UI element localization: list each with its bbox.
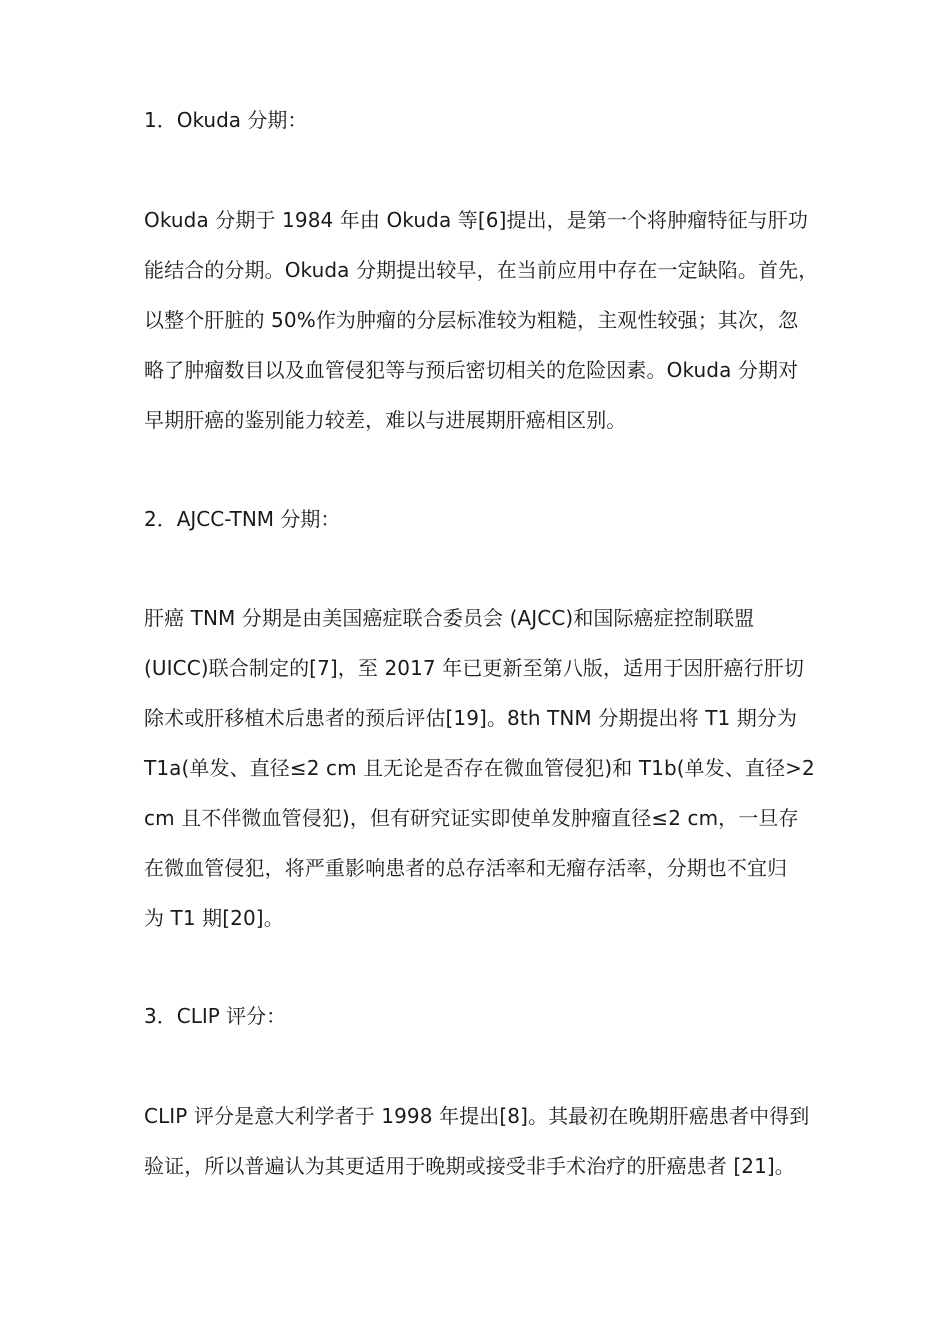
- section-heading-clip: 3．CLIP 评分：: [144, 1004, 287, 1028]
- paragraph-line: cm 且不伴微血管侵犯)，但有研究证实即使单发肿瘤直径≤2 cm，一旦存: [144, 806, 799, 830]
- paragraph-line: 为 T1 期[20]。: [144, 906, 284, 930]
- section-heading-ajcc-tnm: 2．AJCC-TNM 分期：: [144, 507, 341, 531]
- paragraph-line: 验证，所以普遍认为其更适用于晚期或接受非手术治疗的肝癌患者 [21]。: [144, 1154, 795, 1178]
- paragraph-line: (UICC)联合制定的[7]，至 2017 年已更新至第八版，适用于因肝癌行肝切: [144, 656, 805, 680]
- paragraph-line: 略了肿瘤数目以及血管侵犯等与预后密切相关的危险因素。Okuda 分期对: [144, 358, 799, 382]
- paragraph-line: 除术或肝移植术后患者的预后评估[19]。8th TNM 分期提出将 T1 期分为: [144, 706, 798, 730]
- paragraph-line: T1a(单发、直径≤2 cm 且无论是否存在微血管侵犯)和 T1b(单发、直径>2: [144, 756, 815, 780]
- section-heading-okuda: 1．Okuda 分期：: [144, 108, 308, 132]
- paragraph-line: CLIP 评分是意大利学者于 1998 年提出[8]。其最初在晚期肝癌患者中得到: [144, 1104, 810, 1128]
- paragraph-line: 早期肝癌的鉴别能力较差，难以与进展期肝癌相区别。: [144, 408, 627, 432]
- paragraph-line: 能结合的分期。Okuda 分期提出较早，在当前应用中存在一定缺陷。首先，: [144, 258, 819, 282]
- paragraph-line: 以整个肝脏的 50%作为肿瘤的分层标准较为粗糙，主观性较强；其次，忽: [144, 308, 799, 332]
- paragraph-line: 肝癌 TNM 分期是由美国癌症联合委员会 (AJCC)和国际癌症控制联盟: [144, 606, 755, 630]
- paragraph-line: Okuda 分期于 1984 年由 Okuda 等[6]提出，是第一个将肿瘤特征与肝功: [144, 208, 808, 232]
- paragraph-line: 在微血管侵犯，将严重影响患者的总存活率和无瘤存活率，分期也不宜归: [144, 856, 788, 880]
